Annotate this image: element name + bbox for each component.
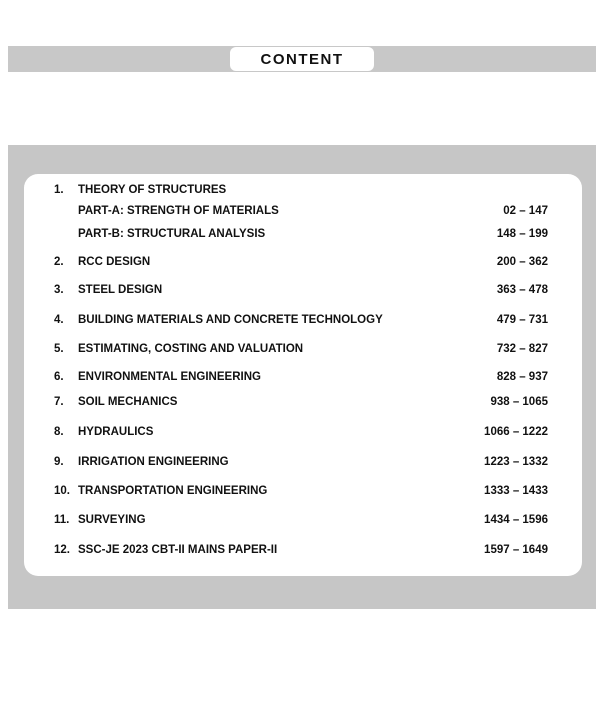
page-title: CONTENT — [230, 47, 374, 71]
toc-title: ENVIRONMENTAL ENGINEERING — [78, 371, 261, 383]
toc-pages: 1333 – 1433 — [484, 485, 548, 497]
toc-pages: 479 – 731 — [496, 314, 548, 326]
toc-entry — [54, 394, 548, 410]
toc-entry — [54, 369, 548, 385]
toc-title: TRANSPORTATION ENGINEERING — [78, 485, 268, 497]
toc-pages: 1434 – 1596 — [484, 514, 548, 526]
toc-number: 1. — [54, 184, 64, 196]
toc-title: IRRIGATION ENGINEERING — [78, 456, 229, 468]
toc-entry — [54, 542, 548, 558]
toc-pages: 1066 – 1222 — [484, 426, 548, 438]
toc-entry — [54, 424, 548, 440]
toc-number: 9. — [54, 456, 64, 468]
toc-number: 7. — [54, 396, 64, 408]
toc-title: SSC-JE 2023 CBT-II MAINS PAPER-II — [78, 544, 278, 556]
toc-pages: 363 – 478 — [496, 284, 548, 296]
toc-title: BUILDING MATERIALS AND CONCRETE TECHNOLOGY — [78, 314, 383, 326]
toc-pages: 02 – 147 — [503, 205, 548, 217]
toc-number: 3. — [54, 284, 64, 296]
toc-entry — [54, 454, 548, 470]
toc-title: RCC DESIGN — [78, 256, 151, 268]
toc-pages: 828 – 937 — [496, 371, 548, 383]
toc-title: SURVEYING — [78, 514, 146, 526]
toc-pages: 200 – 362 — [496, 256, 548, 268]
toc-entry — [54, 512, 548, 528]
toc-entry — [54, 254, 548, 270]
toc-entry — [54, 312, 548, 328]
toc-entry — [54, 282, 548, 298]
toc-number: 8. — [54, 426, 64, 438]
toc-title: STEEL DESIGN — [78, 284, 163, 296]
toc-number: 4. — [54, 314, 64, 326]
toc-entry — [54, 341, 548, 357]
toc-title: ESTIMATING, COSTING AND VALUATION — [78, 343, 304, 355]
toc-title: SOIL MECHANICS — [78, 396, 178, 408]
toc-number: 10. — [54, 485, 70, 497]
toc-number: 6. — [54, 371, 64, 383]
toc-pages: 148 – 199 — [496, 228, 548, 240]
toc-pages: 1597 – 1649 — [484, 544, 548, 556]
toc-title: PART-A: STRENGTH OF MATERIALS — [78, 205, 279, 217]
toc-pages: 1223 – 1332 — [484, 456, 548, 468]
toc-pages: 938 – 1065 — [490, 396, 548, 408]
toc-number: 5. — [54, 343, 64, 355]
toc-entry — [54, 182, 548, 198]
toc-number: 2. — [54, 256, 64, 268]
toc-entry — [54, 226, 548, 242]
toc-title: HYDRAULICS — [78, 426, 154, 438]
toc-title: PART-B: STRUCTURAL ANALYSIS — [78, 228, 266, 240]
toc-entry — [54, 203, 548, 219]
toc-title: THEORY OF STRUCTURES — [78, 184, 227, 196]
toc-number: 11. — [54, 514, 70, 526]
toc-number: 12. — [54, 544, 70, 556]
toc-entry — [54, 483, 548, 499]
toc-pages: 732 – 827 — [496, 343, 548, 355]
